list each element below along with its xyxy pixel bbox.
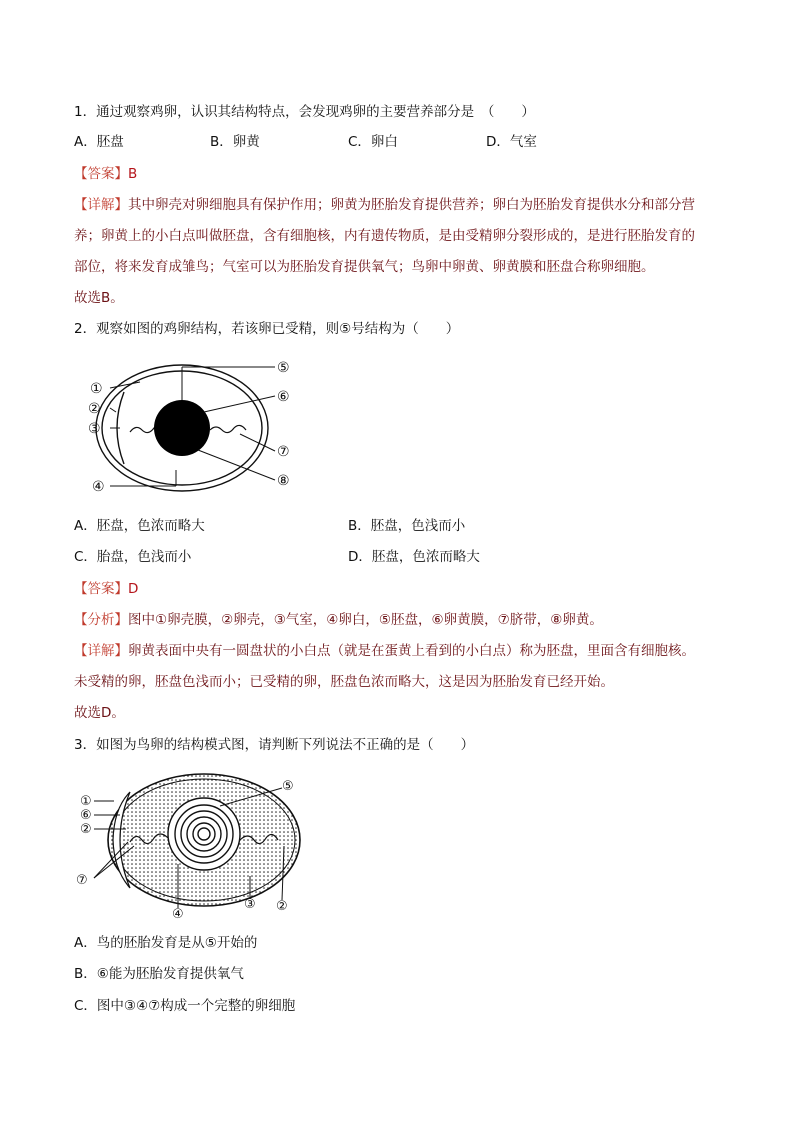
q2-option-d: D．胚盘，色浓而略大 [348, 549, 480, 565]
analysis-text: 图中①卵壳膜，②卵壳，③气室，④卵白，⑤胚盘，⑥卵黄膜，⑦脐带，⑧卵黄。 [128, 612, 603, 628]
q1-stem: 1．通过观察鸡卵，认识其结构特点，会发现鸡卵的主要营养部分是 （ ） [74, 104, 535, 120]
detail-tag: 【详解】 [74, 197, 128, 213]
detail-text: 卵黄表面中央有一圆盘状的小白点（就是在蛋黄上看到的小白点）称为胚盘，里面含有细胞核。 [128, 643, 695, 659]
label-8: ⑧ [277, 473, 290, 489]
q1-option-b: B．卵黄 [210, 134, 260, 150]
label-5: ⑤ [282, 779, 294, 794]
q1-option-c: C．卵白 [348, 134, 398, 150]
q3-egg-figure [74, 770, 310, 920]
label-2-right: ② [276, 899, 288, 914]
q1-option-d: D．气室 [486, 134, 537, 150]
label-2: ② [88, 401, 101, 417]
q2-detail-line-2: 未受精的卵，胚盘色浅而小；已受精的卵，胚盘色浓而略大，这是因为胚胎发育已经开始。 [74, 674, 614, 690]
label-6: ⑥ [277, 389, 290, 405]
answer-tag: 【答案】 [74, 581, 128, 597]
q3-option-a: A．鸟的胚胎发育是从⑤开始的 [74, 935, 258, 951]
q2-analysis [74, 611, 603, 629]
label-5: ⑤ [277, 360, 290, 376]
q2-stem: 2．观察如图的鸡卵结构，若该卵已受精，则⑤号结构为（ ） [74, 321, 460, 337]
label-3: ③ [88, 421, 101, 437]
q1-conclusion: 故选B。 [74, 290, 124, 306]
answer-tag: 【答案】 [74, 166, 128, 182]
answer-value: D [128, 581, 139, 597]
label-1: ① [80, 794, 92, 809]
label-1: ① [90, 381, 103, 397]
q1-detail-line-1 [74, 196, 695, 214]
label-7: ⑦ [76, 873, 88, 888]
q2-conclusion: 故选D。 [74, 705, 125, 721]
q2-detail-line-1 [74, 642, 695, 660]
q2-option-b: B．胚盘，色浅而小 [348, 518, 466, 534]
q2-option-c: C．胎盘，色浅而小 [74, 549, 192, 565]
q1-answer [74, 165, 137, 183]
q2-option-a: A．胚盘，色浓而略大 [74, 518, 205, 534]
label-4: ④ [92, 479, 105, 495]
q3-option-b: B．⑥能为胚胎发育提供氧气 [74, 966, 244, 982]
q2-egg-figure [80, 352, 300, 500]
q3-option-c: C．图中③④⑦构成一个完整的卵细胞 [74, 998, 296, 1014]
analysis-tag: 【分析】 [74, 612, 128, 628]
label-2-left: ② [80, 822, 92, 837]
q3-stem: 3．如图为鸟卵的结构模式图，请判断下列说法不正确的是（ ） [74, 737, 475, 753]
answer-value: B [128, 166, 138, 182]
q1-detail-line-2: 养；卵黄上的小白点叫做胚盘，含有细胞核，内有遗传物质，是由受精卵分裂形成的，是进行胚胎发育的 [74, 228, 695, 244]
q1-option-a: A．胚盘 [74, 134, 124, 150]
label-7: ⑦ [277, 444, 290, 460]
label-6: ⑥ [80, 808, 92, 823]
label-4: ④ [172, 907, 184, 920]
detail-text: 其中卵壳对卵细胞具有保护作用；卵黄为胚胎发育提供营养；卵白为胚胎发育提供水分和部分营 [128, 197, 695, 213]
q1-detail-line-3: 部位，将来发育成雏鸟；气室可以为胚胎发育提供氧气；鸟卵中卵黄、卵黄膜和胚盘合称卵细胞。 [74, 259, 655, 275]
detail-tag: 【详解】 [74, 643, 128, 659]
yolk [154, 400, 210, 456]
chalaza-right [210, 425, 246, 432]
label-3: ③ [244, 897, 256, 912]
q2-answer [74, 580, 138, 598]
